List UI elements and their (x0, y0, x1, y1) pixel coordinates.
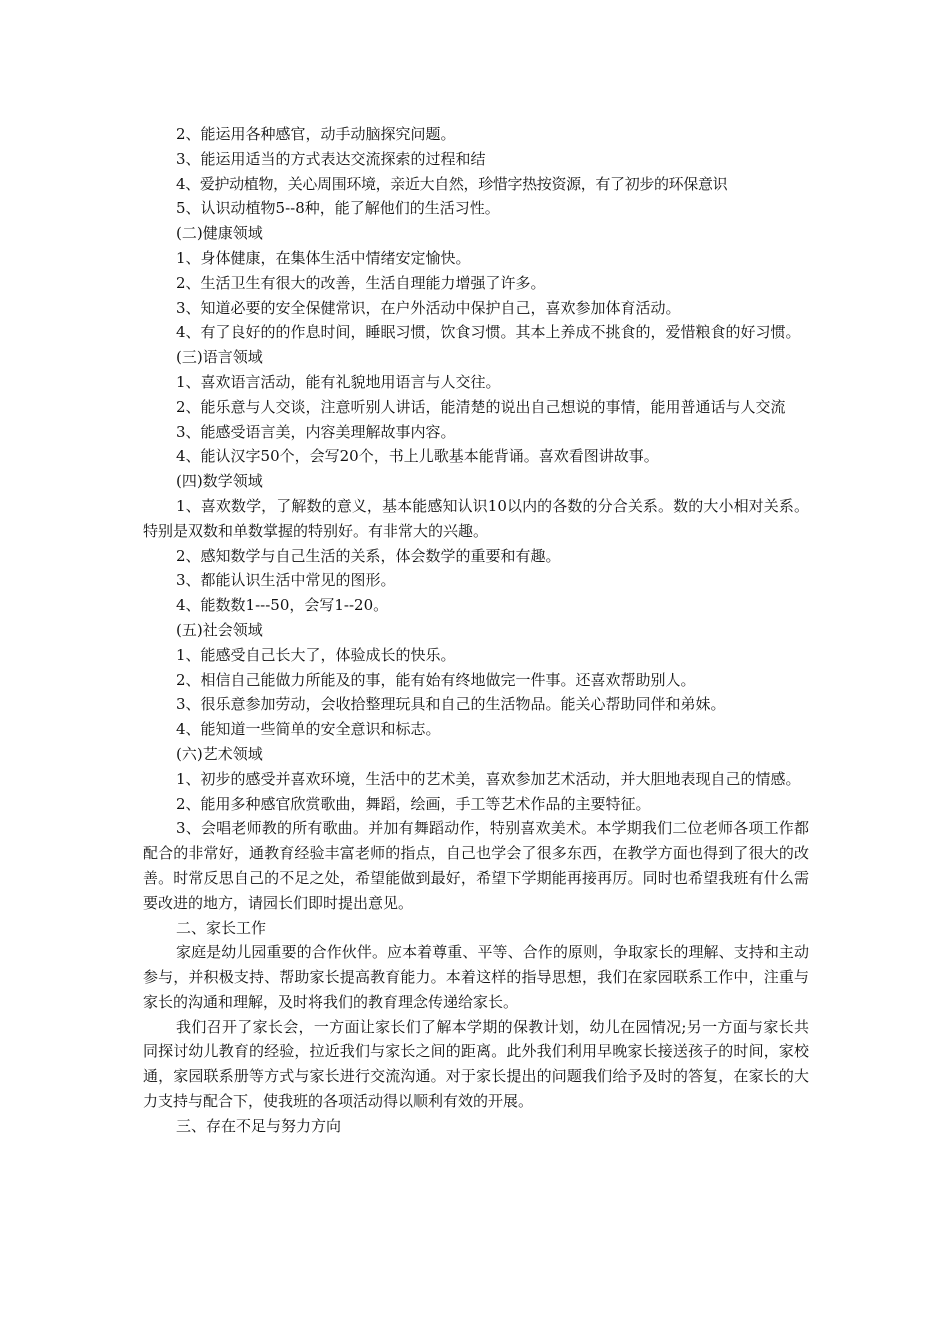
paragraph-math-3: 3、都能认识生活中常见的图形。 (176, 571, 396, 590)
paragraph-language-2: 2、能乐意与人交谈，注意听别人讲话，能清楚的说出自己想说的事情，能用普通话与人交流 (176, 397, 786, 416)
paragraph-language-4: 4、能认汉字50个，会写20个，书上儿歌基本能背诵。喜欢看图讲故事。 (176, 447, 659, 466)
paragraph-social-1: 1、能感受自己长大了，体验成长的快乐。 (176, 645, 456, 664)
paragraph-science-4: 4、爱护动植物，关心周围环境，亲近大自然，珍惜字热按资源，有了初步的环保意识 (176, 174, 728, 193)
paragraph-health-3: 3、知道必要的安全保健常识，在户外活动中保护自己，喜欢参加体育活动。 (176, 298, 681, 317)
paragraph-art-3: 3、会唱老师教的所有歌曲。并加有舞蹈动作，特别喜欢美术。本学期我们二位老师各项工作都配合的非常好，通教育经验丰富老师的指点，自己也学会了很多东西，在教学方面也得到了很大的改善。时常反思自己的不足之处，希望能做到最好，希望下学期能再接再厉。同时也希望我班有什么需要改进的地方，请园长们即时提出意见。 (143, 819, 809, 912)
paragraph-social-3: 3、很乐意参加劳动，会收拾整理玩具和自己的生活物品。能关心帮助同伴和弟妹。 (176, 695, 726, 714)
paragraph-art-1: 1、初步的感受并喜欢环境，生活中的艺术美，喜欢参加艺术活动，并大胆地表现自己的情感。 (176, 769, 801, 788)
paragraph-parent-work-2: 我们召开了家长会，一方面让家长们了解本学期的保教计划，幼儿在园情况;另一方面与家长共同探讨幼儿教育的经验，拉近我们与家长之间的距离。此外我们利用早晚家长接送孩子的时间，家校通，家园联系册等方式与家长进行交流沟通。对于家长提出的问题我们给予及时的答复，在家长的大力支持与配合下，使我班的各项活动得以顺利有效的开展。 (143, 1017, 809, 1111)
paragraph-health-1: 1、身体健康，在集体生活中情绪安定愉快。 (176, 248, 471, 267)
heading-parent-work: 二、家长工作 (176, 918, 267, 937)
paragraph-parent-work-1: 家庭是幼儿园重要的合作伙伴。应本着尊重、平等、合作的原则，争取家长的理解、支持和主动参与，并积极支持、帮助家长提高教育能力。本着这样的指导思想，我们在家园联系工作中，注重与家长的沟通和理解，及时将我们的教育理念传递给家长。 (143, 943, 809, 1011)
paragraph-social-4: 4、能知道一些简单的安全意识和标志。 (176, 720, 441, 739)
paragraph-health-2: 2、生活卫生有很大的改善，生活自理能力增强了许多。 (176, 273, 546, 292)
heading-math: (四)数学领域 (176, 472, 263, 491)
heading-health: (二)健康领域 (176, 224, 263, 243)
paragraph-social-2: 2、相信自己能做力所能及的事，能有始有终地做完一件事。还喜欢帮助别人。 (176, 670, 696, 689)
paragraph-science-5: 5、认识动植物5--8种，能了解他们的生活习性。 (176, 199, 500, 218)
paragraph-science-2: 2、能运用各种感官，动手动脑探究问题。 (176, 125, 456, 143)
paragraph-language-3: 3、能感受语言美，内容美理解故事内容。 (176, 422, 456, 441)
paragraph-math-2: 2、感知数学与自己生活的关系，体会数学的重要和有趣。 (176, 546, 561, 565)
heading-social: (五)社会领域 (176, 620, 263, 639)
heading-shortcomings: 三、存在不足与努力方向 (176, 1116, 342, 1135)
paragraph-math-1: 1、喜欢数学，了解数的意义，基本能感知认识10以内的各数的分合关系。数的大小相对关系。特别是双数和单数掌握的特别好。有非常大的兴趣。 (143, 496, 809, 540)
heading-language: (三)语言领域 (176, 348, 263, 367)
paragraph-language-1: 1、喜欢语言活动，能有礼貌地用语言与人交往。 (176, 372, 501, 391)
paragraph-math-4: 4、能数数1---50，会写1--20。 (176, 596, 389, 615)
document-body (143, 122, 809, 1139)
paragraph-art-2: 2、能用多种感官欣赏歌曲，舞蹈，绘画，手工等艺术作品的主要特征。 (176, 794, 651, 813)
paragraph-science-3: 3、能运用适当的方式表达交流探索的过程和结 (176, 149, 486, 168)
heading-art: (六)艺术领域 (176, 744, 263, 763)
paragraph-health-4: 4、有了良好的的作息时间，睡眠习惯，饮食习惯。其本上养成不挑食的，爱惜粮食的好习惯。 (176, 323, 801, 342)
